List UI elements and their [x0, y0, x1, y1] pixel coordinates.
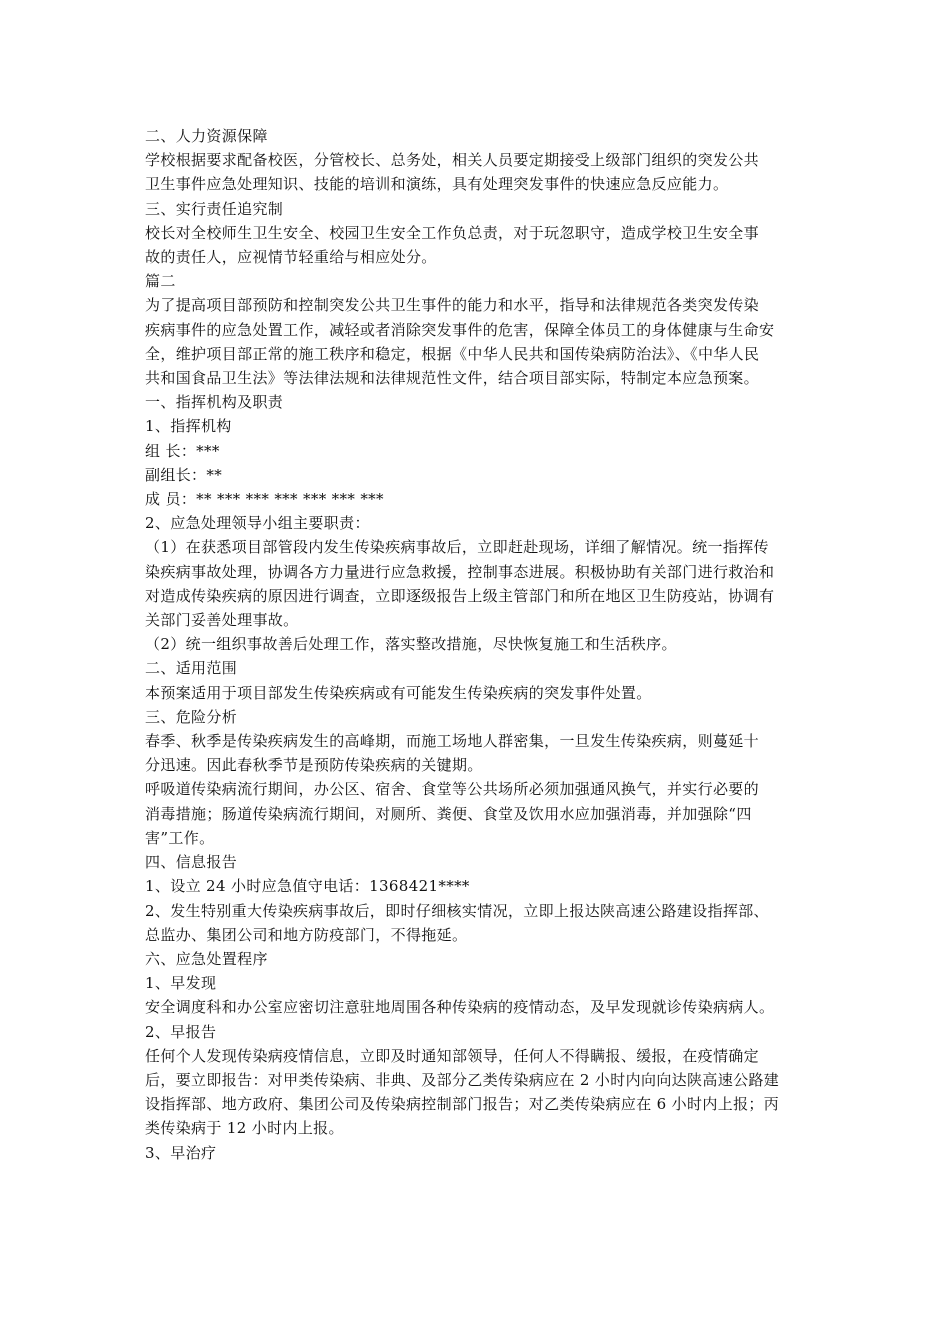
text-line: 2、发生特别重大传染疾病事故后，即时仔细核实情况，立即上报达陕高速公路建设指挥部、: [145, 901, 769, 920]
text-line: 副组长：**: [145, 465, 223, 484]
text-line: 消毒措施；肠道传染病流行期间，对厕所、粪便、食堂及饮用水应加强消毒，并加强除“四: [145, 804, 752, 823]
text-line: 安全调度科和办公室应密切注意驻地周围各种传染病的疫情动态，及早发现就诊传染病病人。: [145, 998, 775, 1017]
text-line: 故的责任人，应视情节轻重给与相应处分。: [145, 248, 437, 267]
text-line: 六、应急处置程序: [145, 949, 268, 968]
text-line: 任何个人发现传染病疫情信息，立即及时通知部领导，任何人不得瞒报、缓报，在疫情确定: [145, 1046, 760, 1065]
text-line: 二、适用范围: [145, 659, 238, 678]
text-line: 卫生事件应急处理知识、技能的培训和演练，具有处理突发事件的快速应急反应能力。: [145, 175, 729, 194]
text-line: 三、实行责任追究制: [145, 199, 284, 218]
text-line: 呼吸道传染病流行期间，办公区、宿舍、食堂等公共场所必须加强通风换气，并实行必要的: [145, 780, 760, 799]
text-line: 疾病事件的应急处置工作，减轻或者消除突发事件的危害，保障全体员工的身体健康与生命安: [145, 320, 775, 339]
text-line: （1）在获悉项目部管段内发生传染疾病事故后，立即赶赴现场，详细了解情况。统一指挥传: [145, 538, 769, 557]
text-line: 3、早治疗: [145, 1143, 217, 1162]
text-line: 三、危险分析: [145, 707, 238, 726]
text-line: 四、信息报告: [145, 853, 238, 872]
text-line: 对造成传染疾病的原因进行调查，立即逐级报告上级主管部门和所在地区卫生防疫站，协调有: [145, 586, 775, 605]
text-line: （2）统一组织事故善后处理工作，落实整改措施，尽快恢复施工和生活秩序。: [145, 635, 677, 654]
text-line: 总监办、集团公司和地方防疫部门，不得拖延。: [145, 925, 468, 944]
text-line: 成 员：** *** *** *** *** *** ***: [145, 490, 384, 509]
text-line: 染疾病事故处理，协调各方力量进行应急救援，控制事态进展。积极协助有关部门进行救治和: [145, 562, 775, 581]
text-line: 1、指挥机构: [145, 417, 232, 436]
text-line: 1、早发现: [145, 974, 217, 993]
text-line: 分迅速。因此春秋季节是预防传染疾病的关键期。: [145, 756, 483, 775]
text-line: 春季、秋季是传染疾病发生的高峰期，而施工场地人群密集，一旦发生传染疾病，则蔓延十: [145, 732, 760, 751]
text-line: 后，要立即报告：对甲类传染病、非典、及部分乙类传染病应在 2 小时内向向达陕高速公路建: [145, 1070, 780, 1089]
text-line: 关部门妥善处理事故。: [145, 611, 299, 630]
text-line: 一、指挥机构及职责: [145, 393, 284, 412]
text-line: 校长对全校师生卫生安全、校园卫生安全工作负总责，对于玩忽职守，造成学校卫生安全事: [145, 223, 760, 242]
text-line: 2、应急处理领导小组主要职责：: [145, 514, 370, 533]
text-line: 设指挥部、地方政府、集团公司及传染病控制部门报告；对乙类传染病应在 6 小时内上报；丙: [145, 1095, 780, 1114]
text-line: 1、设立 24 小时应急值守电话：1368421****: [145, 877, 470, 896]
text-line: 篇二: [145, 272, 176, 291]
text-line: 2、早报告: [145, 1022, 217, 1041]
text-line: 全，维护项目部正常的施工秩序和稳定，根据《中华人民共和国传染病防治法》、《中华人民: [145, 344, 760, 363]
text-line: 害”工作。: [145, 828, 215, 847]
text-line: 为了提高项目部预防和控制突发公共卫生事件的能力和水平，指导和法律规范各类突发传染: [145, 296, 760, 315]
text-line: 学校根据要求配备校医，分管校长、总务处，相关人员要定期接受上级部门组织的突发公共: [145, 151, 760, 170]
text-line: 本预案适用于项目部发生传染疾病或有可能发生传染疾病的突发事件处置。: [145, 683, 652, 702]
text-line: 类传染病于 12 小时内上报。: [145, 1119, 344, 1138]
text-line: 共和国食品卫生法》等法律法规和法律规范性文件，结合项目部实际，特制定本应急预案。: [145, 369, 760, 388]
text-line: 二、人力资源保障: [145, 127, 268, 145]
document-body: [145, 124, 815, 1165]
text-line: 组 长：***: [145, 441, 220, 460]
